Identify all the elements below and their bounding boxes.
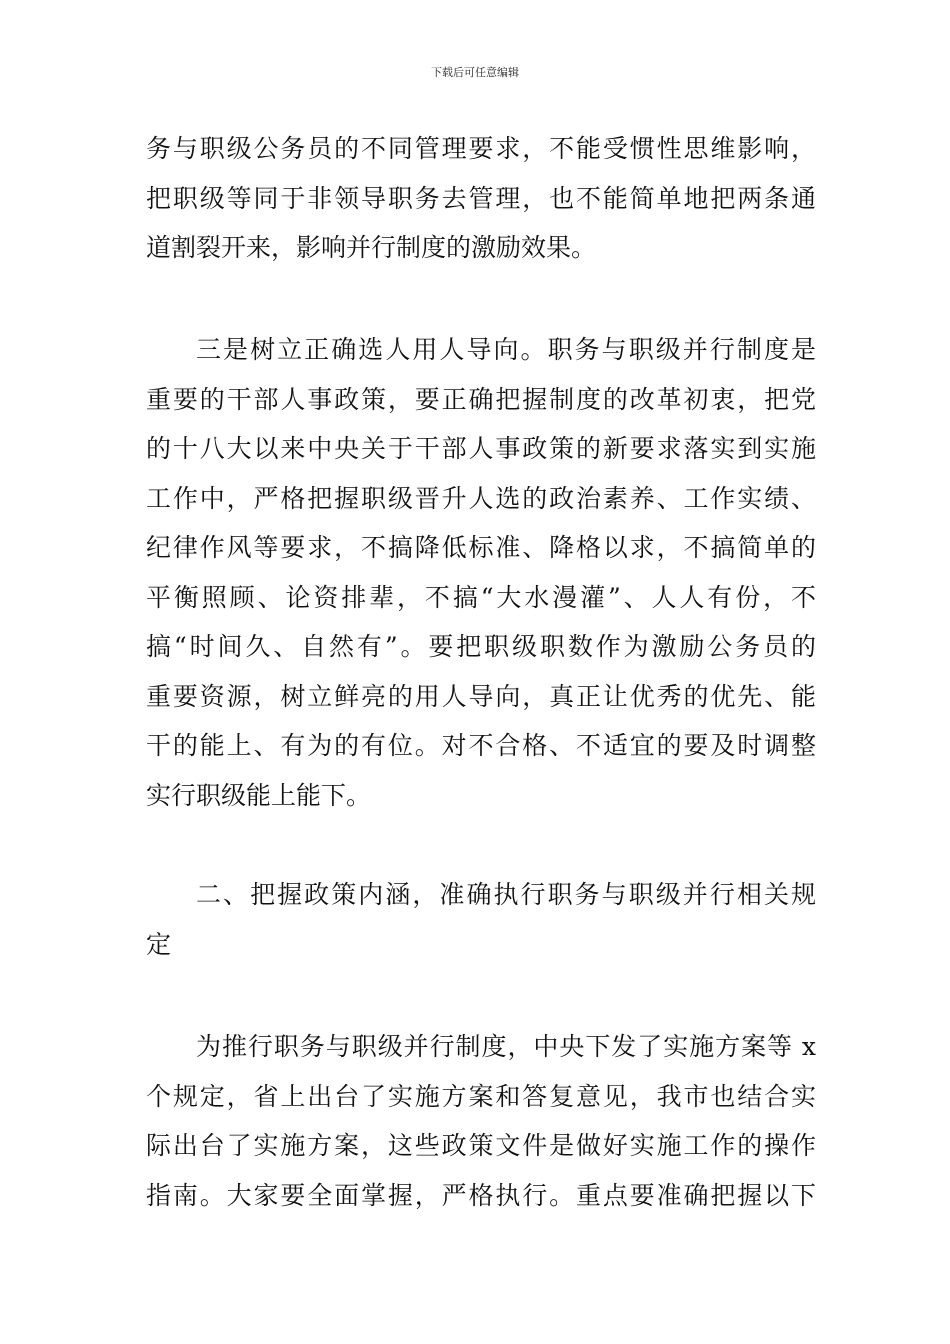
text-line: 重要的干部人事政策，要正确把握制度的改革初衷，把党 (146, 384, 816, 414)
text-line: 把职级等同于非领导职务去管理，也不能简单地把两条通 (146, 183, 816, 213)
text-line: 务与职级公务员的不同管理要求，不能受惯性思维影响， (146, 134, 816, 163)
text-line: 为推行职务与职级并行制度，中央下发了实施方案等 x (196, 1032, 816, 1061)
paragraph-policy-documents (146, 1022, 816, 1220)
text-line: 实行职级能上能下。 (146, 780, 372, 810)
text-line: 个规定，省上出台了实施方案和答复意见，我市也结合实 (146, 1081, 816, 1111)
text-line: 工作中，严格把握职级晋升人选的政治素养、工作实绩、 (146, 483, 816, 513)
section-heading (146, 870, 816, 969)
text-line: 道割裂开来，影响并行制度的激励效果。 (146, 233, 597, 262)
text-line: 二、把握政策内涵，准确执行职务与职级并行相关规 (196, 880, 816, 909)
text-line: 搞“时间久、自然有”。要把职级职数作为激励公务员的 (146, 632, 816, 661)
text-line: 平衡照顾、论资排辈，不搞“大水漫灌”、人人有份，不 (146, 582, 816, 612)
page-header: 下载后可任意编辑 (431, 66, 519, 79)
text-line: 的十八大以来中央关于干部人事政策的新要求落实到实施 (146, 434, 816, 463)
paragraph-selection-guidance (146, 325, 816, 820)
text-line: 定 (146, 929, 172, 959)
text-line: 指南。大家要全面掌握，严格执行。重点要准确把握以下 (146, 1180, 816, 1210)
text-line: 际出台了实施方案，这些政策文件是做好实施工作的操作 (146, 1131, 816, 1160)
text-line: 重要资源，树立鲜亮的用人导向，真正让优秀的优先、能 (146, 681, 816, 711)
text-line: 三是树立正确选人用人导向。职务与职级并行制度是 (196, 335, 816, 364)
paragraph-continuation (146, 124, 816, 273)
text-line: 干的能上、有为的有位。对不合格、不适宜的要及时调整 (146, 731, 816, 760)
text-line: 纪律作风等要求，不搞降低标准、降格以求，不搞简单的 (146, 533, 816, 562)
